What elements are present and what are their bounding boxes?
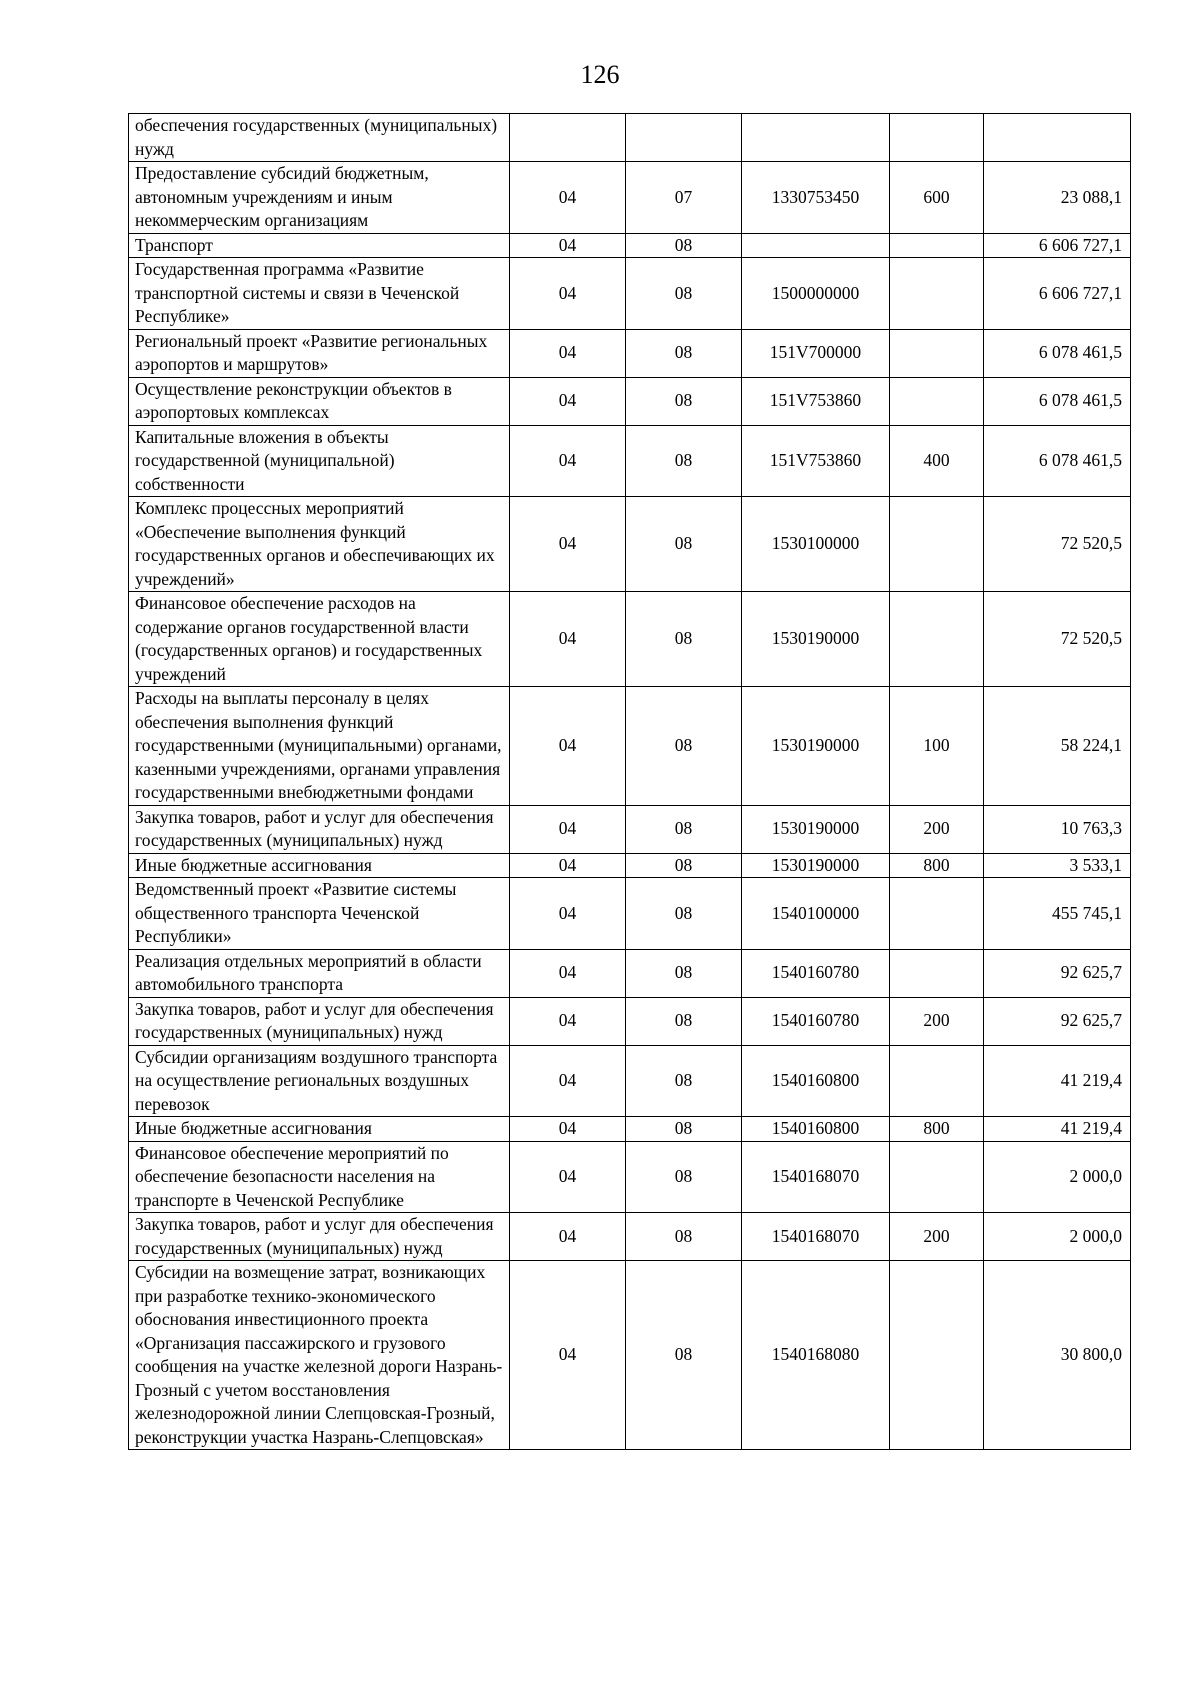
row-name-cell: Комплекс процессных мероприятий «Обеспечение выполнения функций государственных органов и обеспечивающих их учреждений» [129,497,510,592]
subsection-code-cell: 08 [626,258,742,330]
row-name-cell: Закупка товаров, работ и услуг для обеспечения государственных (муниципальных) нужд [129,997,510,1045]
amount-cell: 6 078 461,5 [984,425,1131,497]
row-name-cell: Ведомственный проект «Развитие системы общественного транспорта Чеченской Республики» [129,878,510,950]
row-name-cell: Финансовое обеспечение мероприятий по обеспечение безопасности населения на транспорте в Чеченской Республике [129,1141,510,1213]
row-name-cell: Транспорт [129,233,510,258]
section-code-cell: 04 [510,949,626,997]
section-code-cell: 04 [510,258,626,330]
subsection-code-cell: 08 [626,878,742,950]
expense-type-code-cell [890,233,984,258]
expense-type-code-cell [890,1045,984,1117]
amount-cell: 6 078 461,5 [984,377,1131,425]
expense-type-code-cell [890,878,984,950]
target-article-code-cell: 1500000000 [742,258,890,330]
subsection-code-cell: 07 [626,162,742,234]
table-row [129,329,1131,377]
amount-cell: 72 520,5 [984,592,1131,687]
section-code-cell: 04 [510,853,626,878]
expense-type-code-cell [890,1261,984,1450]
row-name-cell: Предоставление субсидий бюджетным, автономным учреждениям и иным некоммерческим организациям [129,162,510,234]
section-code-cell: 04 [510,233,626,258]
table-row [129,1213,1131,1261]
section-code-cell: 04 [510,377,626,425]
amount-cell: 72 520,5 [984,497,1131,592]
subsection-code-cell: 08 [626,687,742,806]
table-row [129,1141,1131,1213]
table-row [129,377,1131,425]
table-row [129,1045,1131,1117]
table-row [129,162,1131,234]
expense-type-code-cell [890,329,984,377]
section-code-cell: 04 [510,997,626,1045]
row-name-cell: Субсидии организациям воздушного транспорта на осуществление региональных воздушных перевозок [129,1045,510,1117]
row-name-cell: Расходы на выплаты персоналу в целях обеспечения выполнения функций государственными (муниципальными) органами, казенными учреждениями, органами управления государственными внебюджетными фондами [129,687,510,806]
subsection-code-cell: 08 [626,1213,742,1261]
target-article-code-cell: 1540168080 [742,1261,890,1450]
amount-cell: 455 745,1 [984,878,1131,950]
table-row [129,592,1131,687]
section-code-cell: 04 [510,1117,626,1142]
row-name-cell: обеспечения государственных (муниципальных) нужд [129,114,510,162]
target-article-code-cell [742,114,890,162]
section-code-cell: 04 [510,425,626,497]
row-name-cell: Закупка товаров, работ и услуг для обеспечения государственных (муниципальных) нужд [129,1213,510,1261]
expense-type-code-cell: 800 [890,853,984,878]
table-row [129,853,1131,878]
expense-type-code-cell [890,114,984,162]
amount-cell: 2 000,0 [984,1141,1131,1213]
amount-cell: 6 078 461,5 [984,329,1131,377]
expense-type-code-cell [890,949,984,997]
table-row [129,997,1131,1045]
target-article-code-cell: 1530190000 [742,805,890,853]
amount-cell: 2 000,0 [984,1213,1131,1261]
subsection-code-cell: 08 [626,1117,742,1142]
target-article-code-cell: 1530190000 [742,592,890,687]
subsection-code-cell: 08 [626,233,742,258]
subsection-code-cell [626,114,742,162]
section-code-cell: 04 [510,329,626,377]
row-name-cell: Закупка товаров, работ и услуг для обеспечения государственных (муниципальных) нужд [129,805,510,853]
amount-cell: 6 606 727,1 [984,233,1131,258]
amount-cell: 41 219,4 [984,1117,1131,1142]
row-name-cell: Осуществление реконструкции объектов в аэропортовых комплексах [129,377,510,425]
amount-cell: 10 763,3 [984,805,1131,853]
table-row [129,878,1131,950]
expense-type-code-cell: 800 [890,1117,984,1142]
target-article-code-cell: 1530190000 [742,853,890,878]
section-code-cell: 04 [510,1213,626,1261]
target-article-code-cell: 1540160780 [742,997,890,1045]
amount-cell: 23 088,1 [984,162,1131,234]
target-article-code-cell: 1540160780 [742,949,890,997]
row-name-cell: Государственная программа «Развитие транспортной системы и связи в Чеченской Республике» [129,258,510,330]
expense-type-code-cell: 400 [890,425,984,497]
subsection-code-cell: 08 [626,497,742,592]
subsection-code-cell: 08 [626,853,742,878]
section-code-cell [510,114,626,162]
table-row [129,425,1131,497]
table-row [129,949,1131,997]
table-row [129,687,1131,806]
section-code-cell: 04 [510,1045,626,1117]
expense-type-code-cell [890,377,984,425]
target-article-code-cell [742,233,890,258]
target-article-code-cell: 1540168070 [742,1213,890,1261]
table-row [129,497,1131,592]
row-name-cell: Финансовое обеспечение расходов на содержание органов государственной власти (государственных органов) и государственных учреждений [129,592,510,687]
expense-type-code-cell: 100 [890,687,984,806]
table-row [129,258,1131,330]
target-article-code-cell: 1540160800 [742,1117,890,1142]
subsection-code-cell: 08 [626,1261,742,1450]
target-article-code-cell: 1540160800 [742,1045,890,1117]
section-code-cell: 04 [510,805,626,853]
budget-table [128,113,1131,1450]
subsection-code-cell: 08 [626,997,742,1045]
row-name-cell: Иные бюджетные ассигнования [129,1117,510,1142]
table-row [129,1261,1131,1450]
target-article-code-cell: 151V753860 [742,425,890,497]
table-row [129,114,1131,162]
target-article-code-cell: 1540168070 [742,1141,890,1213]
amount-cell: 92 625,7 [984,949,1131,997]
row-name-cell: Реализация отдельных мероприятий в области автомобильного транспорта [129,949,510,997]
expense-type-code-cell: 600 [890,162,984,234]
table-row [129,1117,1131,1142]
section-code-cell: 04 [510,878,626,950]
subsection-code-cell: 08 [626,1141,742,1213]
expense-type-code-cell [890,592,984,687]
expense-type-code-cell [890,497,984,592]
subsection-code-cell: 08 [626,329,742,377]
row-name-cell: Региональный проект «Развитие региональных аэропортов и маршрутов» [129,329,510,377]
target-article-code-cell: 1540100000 [742,878,890,950]
amount-cell: 92 625,7 [984,997,1131,1045]
table-row [129,233,1131,258]
amount-cell: 41 219,4 [984,1045,1131,1117]
row-name-cell: Иные бюджетные ассигнования [129,853,510,878]
expense-type-code-cell: 200 [890,1213,984,1261]
subsection-code-cell: 08 [626,949,742,997]
subsection-code-cell: 08 [626,592,742,687]
target-article-code-cell: 1530190000 [742,687,890,806]
section-code-cell: 04 [510,497,626,592]
budget-table-body [129,114,1131,1450]
amount-cell: 3 533,1 [984,853,1131,878]
expense-type-code-cell: 200 [890,805,984,853]
page-number: 126 [580,60,620,89]
amount-cell: 30 800,0 [984,1261,1131,1450]
row-name-cell: Субсидии на возмещение затрат, возникающих при разработке технико-экономического обоснования инвестиционного проекта «Организация пассажирского и грузового сообщения на участке железной дороги Назрань-Грозный с учетом восстановления железнодорожной линии Слепцовская-Грозный, реконструкции участка Назрань-Слепцовская» [129,1261,510,1450]
expense-type-code-cell [890,1141,984,1213]
table-row [129,805,1131,853]
target-article-code-cell: 1330753450 [742,162,890,234]
section-code-cell: 04 [510,1141,626,1213]
target-article-code-cell: 151V700000 [742,329,890,377]
target-article-code-cell: 1530100000 [742,497,890,592]
subsection-code-cell: 08 [626,1045,742,1117]
section-code-cell: 04 [510,687,626,806]
amount-cell: 6 606 727,1 [984,258,1131,330]
section-code-cell: 04 [510,1261,626,1450]
subsection-code-cell: 08 [626,377,742,425]
expense-type-code-cell [890,258,984,330]
row-name-cell: Капитальные вложения в объекты государственной (муниципальной) собственности [129,425,510,497]
target-article-code-cell: 151V753860 [742,377,890,425]
expense-type-code-cell: 200 [890,997,984,1045]
amount-cell [984,114,1131,162]
subsection-code-cell: 08 [626,425,742,497]
subsection-code-cell: 08 [626,805,742,853]
amount-cell: 58 224,1 [984,687,1131,806]
section-code-cell: 04 [510,592,626,687]
section-code-cell: 04 [510,162,626,234]
